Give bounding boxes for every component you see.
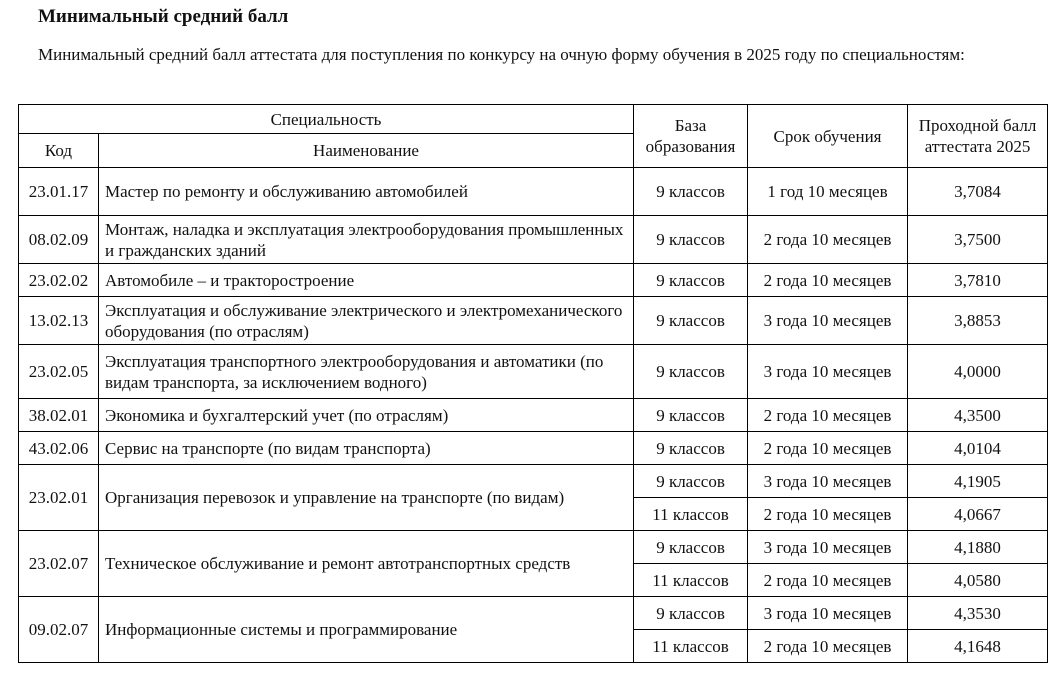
study-duration: 1 год 10 месяцев (748, 168, 908, 216)
table-row (19, 597, 1048, 630)
table-row (19, 345, 1048, 399)
study-duration: 2 года 10 месяцев (748, 630, 908, 663)
study-duration: 3 года 10 месяцев (748, 345, 908, 399)
table-row (19, 168, 1048, 216)
education-base: 9 классов (634, 216, 748, 264)
study-duration: 2 года 10 месяцев (748, 432, 908, 465)
specialty-name: Техническое обслуживание и ремонт автотранспортных средств (99, 531, 634, 597)
study-duration: 3 года 10 месяцев (748, 531, 908, 564)
scores-table (18, 104, 1048, 663)
specialty-name: Организация перевозок и управление на транспорте (по видам) (99, 465, 634, 531)
education-base: 9 классов (634, 168, 748, 216)
passing-score: 3,7810 (908, 264, 1048, 297)
passing-score: 4,0104 (908, 432, 1048, 465)
header-specialty: Специальность (19, 105, 634, 134)
passing-score: 4,1905 (908, 465, 1048, 498)
table-row (19, 432, 1048, 465)
specialty-code: 23.02.02 (19, 264, 99, 297)
specialty-code: 43.02.06 (19, 432, 99, 465)
passing-score: 3,7084 (908, 168, 1048, 216)
specialty-code: 23.02.07 (19, 531, 99, 597)
specialty-name: Экономика и бухгалтерский учет (по отраслям) (99, 399, 634, 432)
passing-score: 3,8853 (908, 297, 1048, 345)
passing-score: 4,3500 (908, 399, 1048, 432)
specialty-code: 23.01.17 (19, 168, 99, 216)
header-name: Наименование (99, 134, 634, 168)
specialty-name: Эксплуатация и обслуживание электрического и электромеханического оборудования (по отраслям) (99, 297, 634, 345)
study-duration: 2 года 10 месяцев (748, 498, 908, 531)
specialty-name: Информационные системы и программирование (99, 597, 634, 663)
page-title: Минимальный средний балл (38, 6, 289, 27)
education-base: 9 классов (634, 264, 748, 297)
table-row (19, 465, 1048, 498)
education-base: 9 классов (634, 297, 748, 345)
education-base: 11 классов (634, 564, 748, 597)
education-base: 9 классов (634, 399, 748, 432)
study-duration: 3 года 10 месяцев (748, 297, 908, 345)
passing-score: 4,1880 (908, 531, 1048, 564)
header-code: Код (19, 134, 99, 168)
passing-score: 3,7500 (908, 216, 1048, 264)
specialty-name: Мастер по ремонту и обслуживанию автомобилей (99, 168, 634, 216)
study-duration: 2 года 10 месяцев (748, 216, 908, 264)
specialty-name: Монтаж, наладка и эксплуатация электрооборудования промышленных и гражданских зданий (99, 216, 634, 264)
study-duration: 2 года 10 месяцев (748, 564, 908, 597)
education-base: 11 классов (634, 498, 748, 531)
table-body (19, 168, 1048, 663)
specialty-code: 23.02.05 (19, 345, 99, 399)
table-row (19, 531, 1048, 564)
education-base: 11 классов (634, 630, 748, 663)
header-duration: Срок обучения (748, 105, 908, 168)
table-row (19, 216, 1048, 264)
specialty-code: 23.02.01 (19, 465, 99, 531)
study-duration: 3 года 10 месяцев (748, 465, 908, 498)
passing-score: 4,0667 (908, 498, 1048, 531)
header-score: Проходной балл аттестата 2025 (908, 105, 1048, 168)
study-duration: 3 года 10 месяцев (748, 597, 908, 630)
specialty-code: 38.02.01 (19, 399, 99, 432)
specialty-code: 13.02.13 (19, 297, 99, 345)
specialty-name: Сервис на транспорте (по видам транспорта) (99, 432, 634, 465)
table-header (19, 105, 1048, 168)
table-row (19, 264, 1048, 297)
table-row (19, 399, 1048, 432)
specialty-name: Эксплуатация транспортного электрооборудования и автоматики (по видам транспорта, за исключением водного) (99, 345, 634, 399)
study-duration: 2 года 10 месяцев (748, 399, 908, 432)
education-base: 9 классов (634, 597, 748, 630)
education-base: 9 классов (634, 465, 748, 498)
specialty-name: Автомобиле – и тракторостроение (99, 264, 634, 297)
header-base: База образования (634, 105, 748, 168)
education-base: 9 классов (634, 531, 748, 564)
education-base: 9 классов (634, 345, 748, 399)
passing-score: 4,0580 (908, 564, 1048, 597)
study-duration: 2 года 10 месяцев (748, 264, 908, 297)
education-base: 9 классов (634, 432, 748, 465)
table-row (19, 297, 1048, 345)
passing-score: 4,1648 (908, 630, 1048, 663)
specialty-code: 08.02.09 (19, 216, 99, 264)
specialty-code: 09.02.07 (19, 597, 99, 663)
passing-score: 4,0000 (908, 345, 1048, 399)
intro-text: Минимальный средний балл аттестата для поступления по конкурсу на очную форму обучения в 2025 году по специальностям: (38, 45, 965, 64)
passing-score: 4,3530 (908, 597, 1048, 630)
